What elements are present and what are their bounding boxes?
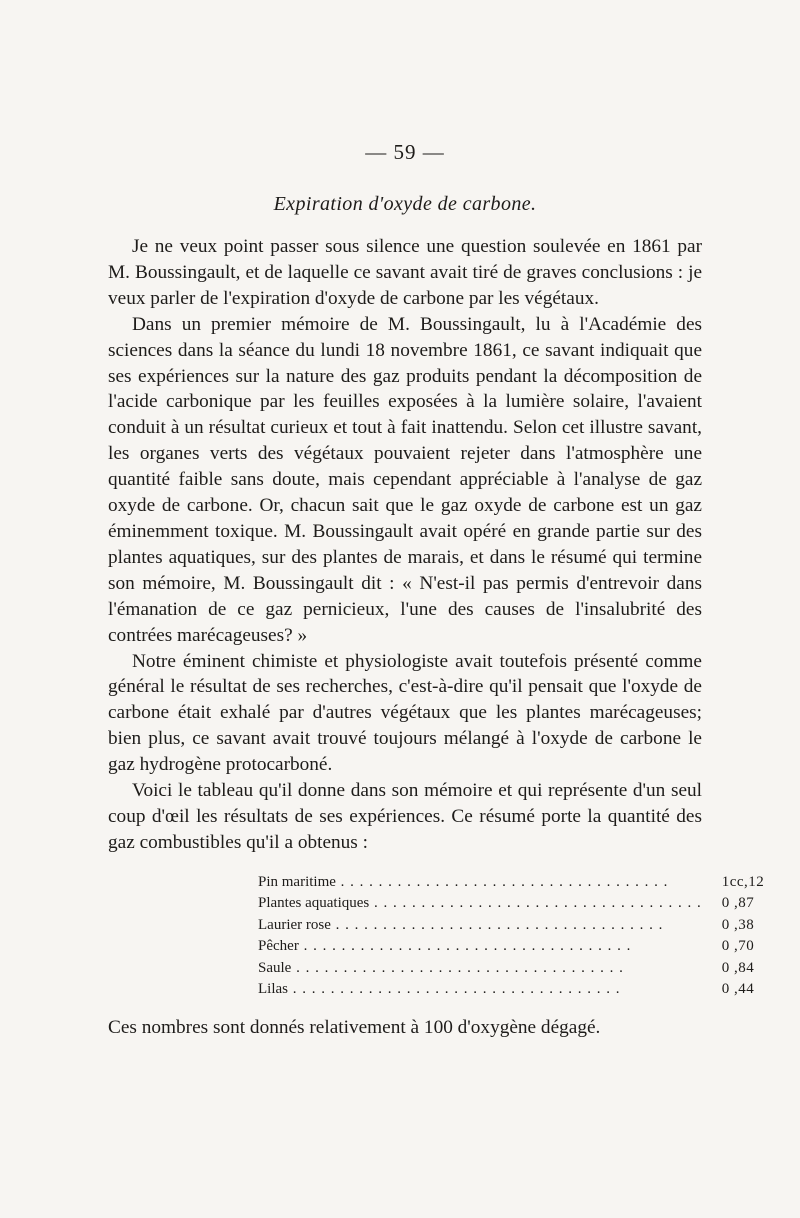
value-cell: 1cc,12 xyxy=(721,873,765,890)
closing-sentence: Ces nombres sont donnés relativement à 100 d'oxygène dégagé. xyxy=(108,1016,601,1038)
paragraph-1: Je ne veux point passer sous silence une question soulevée en 1861 par M. Boussingault, et de laquelle ce savant avait tiré de graves conclusions : je veux parler de l'expiration d'oxyde de carbone par les végétaux. xyxy=(108,236,702,309)
plant-cell xyxy=(258,936,702,958)
table-row xyxy=(258,872,764,894)
plant-name: Laurier rose . . . xyxy=(258,917,663,933)
gas-results-table xyxy=(258,872,764,1001)
paragraph-2: Dans un premier mémoire de M. Boussingault, lu à l'Académie des sciences dans la séance du lundi 18 novembre 1861, ce savant indiquait que ses expériences sur la nature des gaz produits pendant la décomposition de l'acide carbonique par les feuilles exposées à la lumière solaire, l'avaient conduit à un résultat curieux et tout à fait inattendu. Selon cet illustre savant, les organes verts des végétaux pouvaient rejeter dans l'atmosphère une quantité faible sans doute, mais cependant appréciable à l'analyse de gaz oxyde de carbone. Or, chacun sait que le gaz oxyde de carbone est un gaz éminemment toxique. M. Boussingault avait opéré en grande partie sur des plantes aquatiques, sur des plantes de marais, et dans le résumé qui termine son mémoire, M. Boussingault dit : « N'est-il pas permis d'entrevoir dans l'émanation de ce gaz pernicieux, l'une des causes de l'insalubrité des contrées marécageuses? » xyxy=(108,313,702,646)
plant-cell xyxy=(258,893,702,915)
plant-name: Pin maritime . . . xyxy=(258,874,668,890)
table-row xyxy=(258,979,764,1001)
plant-cell xyxy=(258,958,702,980)
book-page xyxy=(108,140,765,1041)
plant-name: Saule . . . xyxy=(258,960,624,976)
plant-cell xyxy=(258,915,702,937)
page-number: — 59 — xyxy=(365,140,445,164)
table-row xyxy=(258,936,764,958)
paragraph-3: Notre éminent chimiste et physiologiste avait toutefois présenté comme général le résultat de ses recherches, c'est-à-dire qu'il pensait que l'oxyde de carbone était exhalé par d'autres végétaux que les plantes marécageuses; bien plus, ce savant avait trouvé toujours mélangé à l'oxyde de carbone le gaz hydrogène protocarboné. xyxy=(108,650,702,776)
value-cell: 0 ,87 xyxy=(721,895,755,912)
section-title: Expiration d'oxyde de carbone. xyxy=(273,193,537,215)
plant-name: Plantes aquatiques . . . xyxy=(258,895,702,911)
paragraph-4: Voici le tableau qu'il donne dans son mémoire et qui représente d'un seul coup d'œil les résultats de ses expériences. Ce résumé porte la quantité des gaz combustibles qu'il a obtenus : xyxy=(108,780,702,853)
table-row xyxy=(258,958,764,980)
plant-name: Pêcher . . . xyxy=(258,938,631,954)
table-row xyxy=(258,893,764,915)
table-row xyxy=(258,915,764,937)
value-cell: 0 ,84 xyxy=(721,959,755,976)
plant-cell xyxy=(258,979,702,1001)
value-cell: 0 ,38 xyxy=(721,916,755,933)
value-cell: 0 ,44 xyxy=(721,981,755,998)
plant-cell xyxy=(258,872,702,894)
value-cell: 0 ,70 xyxy=(721,938,755,955)
plant-name: Lilas . . . xyxy=(258,981,621,997)
